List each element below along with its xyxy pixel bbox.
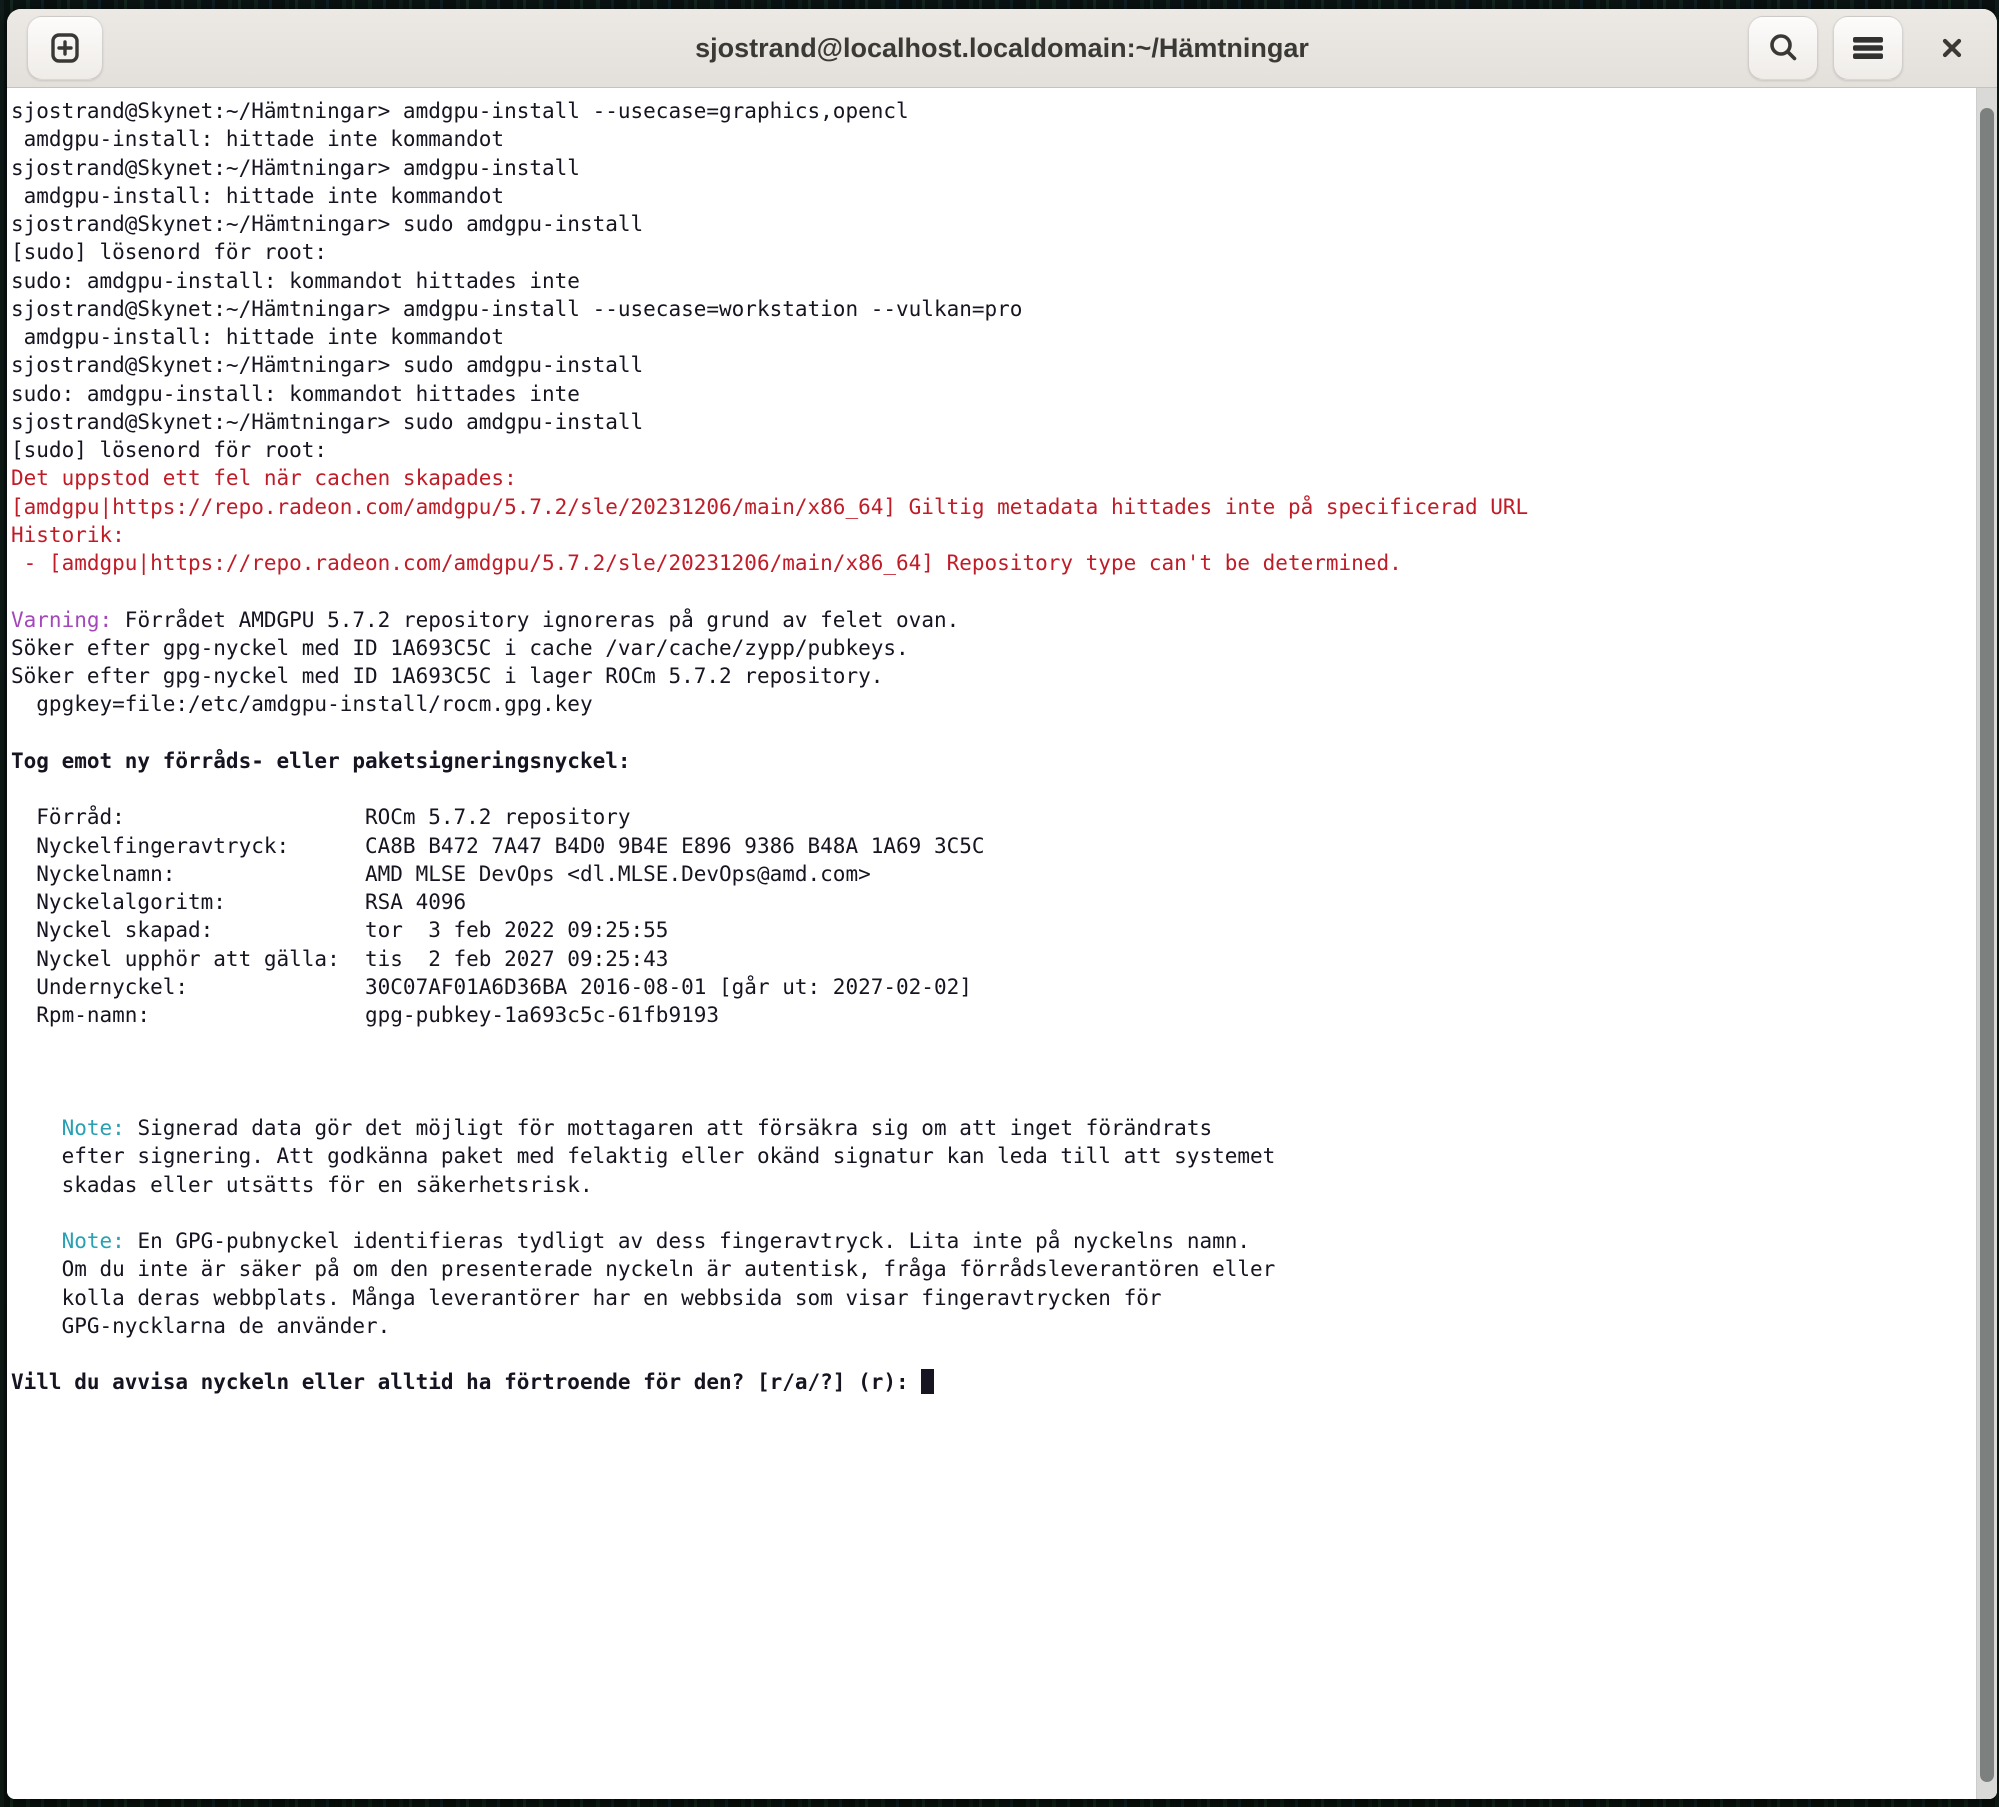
terminal-line (11, 1086, 1967, 1114)
terminal-line (11, 690, 1967, 718)
terminal-line (11, 916, 1967, 944)
terminal-line (11, 493, 1967, 521)
terminal-text-segment: En GPG-pubnyckel identifieras tydligt av dess fingeravtryck. Lita inte på nyckelns namn. (124, 1229, 1251, 1253)
terminal-line (11, 323, 1967, 351)
terminal-text-segment: GPG-nycklarna de använder. (11, 1313, 391, 1338)
terminal-text-segment: Note: (11, 1229, 125, 1253)
terminal-text-segment: Undernyckel: 30C07AF01A6D36BA 2016-08-01 [går ut: 2027-02-02] (11, 974, 972, 999)
terminal-line (11, 888, 1967, 916)
terminal-text-segment: sudo: amdgpu-install: kommandot hittades inte (11, 381, 580, 406)
terminal-text-segment: Vill du avvisa nyckeln eller alltid ha förtroende för den? [r/a/?] (r): (11, 1370, 922, 1395)
terminal-line (11, 238, 1967, 266)
terminal-line (11, 747, 1967, 775)
terminal-text-segment: sjostrand@Skynet:~/Hämtningar> amdgpu-install (11, 155, 580, 180)
terminal-text-segment: Signerad data gör det möjligt för mottagaren att försäkra sig om att inget förändrats (124, 1116, 1213, 1140)
terminal-text-segment: Rpm-namn: gpg-pubkey-1a693c5c-61fb9193 (11, 1003, 720, 1027)
terminal-line (11, 1312, 1967, 1340)
terminal-line (11, 154, 1967, 182)
terminal-text-segment: [amdgpu|https://repo.radeon.com/amdgpu/5.7.2/sle/20231206/main/x86_64] Giltig metadata hittades inte på specificerad URL (11, 494, 1529, 519)
terminal-text-segment: Nyckelalgoritm: RSA 4096 (11, 890, 467, 914)
terminal-line (11, 577, 1967, 605)
terminal-line (11, 606, 1967, 634)
terminal-line (11, 1001, 1967, 1029)
window-title: sjostrand@localhost.localdomain:~/Hämtningar (695, 32, 1309, 63)
terminal-line (11, 945, 1967, 973)
terminal-text-segment: Nyckelnamn: AMD MLSE DevOps <dl.MLSE.DevOps@amd.com> (11, 861, 871, 886)
terminal-line (11, 973, 1967, 1001)
close-button[interactable] (1929, 25, 1975, 71)
terminal-line (11, 1284, 1967, 1312)
terminal-line (11, 267, 1967, 295)
headerbar (7, 9, 1997, 88)
terminal-text-segment: [sudo] lösenord för root: (11, 438, 328, 462)
terminal-line (11, 125, 1967, 153)
terminal-line (11, 662, 1967, 690)
terminal-text-segment: Förrådet AMDGPU 5.7.2 repository ignoreras på grund av felet ovan. (112, 607, 960, 632)
search-icon (1764, 29, 1802, 67)
terminal-line (11, 351, 1967, 379)
terminal-line (11, 210, 1967, 238)
menu-button[interactable] (1833, 16, 1903, 80)
terminal-text-segment: Det uppstod ett fel när cachen skapades: (11, 466, 517, 491)
terminal-text-segment: sjostrand@Skynet:~/Hämtningar> amdgpu-install --usecase=workstation --vulkan=pro (11, 296, 1023, 321)
terminal-line (11, 1255, 1967, 1283)
terminal-line (11, 1227, 1967, 1255)
terminal-text-segment: Nyckelfingeravtryck: CA8B B472 7A47 B4D0 9B4E E896 9386 B48A 1A69 3C5C (11, 833, 985, 858)
terminal-line (11, 775, 1967, 803)
terminal-text-segment: Varning: (11, 607, 113, 632)
terminal-text-segment: amdgpu-install: hittade inte kommandot (11, 183, 505, 208)
terminal-text-segment: Om du inte är säker på om den presenterade nyckeln är autentisk, fråga förrådsleverantören eller (11, 1257, 1276, 1282)
terminal-line (11, 1058, 1967, 1086)
new-tab-button[interactable] (27, 16, 103, 80)
terminal-line (11, 1114, 1967, 1142)
terminal-text-segment: Nyckel upphör att gälla: tis 2 feb 2027 09:25:43 (11, 946, 669, 971)
terminal-text-segment: sjostrand@Skynet:~/Hämtningar> amdgpu-install --usecase=graphics,opencl (11, 99, 909, 123)
terminal-text-segment: efter signering. Att godkänna paket med felaktig eller okänd signatur kan leda till att systemet (11, 1144, 1276, 1169)
terminal-text-segment: gpgkey=file:/etc/amdgpu-install/rocm.gpg.key (11, 692, 593, 717)
terminal-text-segment: Söker efter gpg-nyckel med ID 1A693C5C i cache /var/cache/zypp/pubkeys. (11, 635, 909, 660)
terminal-text-segment: sjostrand@Skynet:~/Hämtningar> sudo amdgpu-install (11, 212, 644, 236)
close-icon (1935, 31, 1969, 65)
terminal-text-segment: sjostrand@Skynet:~/Hämtningar> sudo amdgpu-install (11, 409, 644, 434)
terminal-text-segment: skadas eller utsätts för en säkerhetsrisk. (11, 1172, 593, 1197)
terminal-line (11, 1368, 1967, 1396)
terminal-text-segment: amdgpu-install: hittade inte kommandot (11, 127, 505, 152)
terminal-screen[interactable] (7, 88, 1997, 1799)
terminal-cursor (921, 1369, 934, 1394)
terminal-line (11, 1199, 1967, 1227)
scrollbar-track[interactable] (1976, 88, 1997, 1799)
search-button[interactable] (1748, 16, 1818, 80)
terminal-line (11, 719, 1967, 747)
terminal-text-segment: Förråd: ROCm 5.7.2 repository (11, 805, 631, 830)
terminal-text-segment: kolla deras webbplats. Många leverantörer har en webbsida som visar fingeravtrycken för (11, 1285, 1162, 1310)
terminal-line (11, 860, 1967, 888)
terminal-line (11, 1029, 1967, 1057)
terminal-text-segment: Söker efter gpg-nyckel med ID 1A693C5C i lager ROCm 5.7.2 repository. (11, 664, 884, 688)
terminal-text-segment: amdgpu-install: hittade inte kommandot (11, 325, 505, 349)
terminal-text-segment: sjostrand@Skynet:~/Hämtningar> sudo amdgpu-install (11, 353, 644, 378)
terminal-line (11, 380, 1967, 408)
tab-new-icon (46, 29, 84, 67)
terminal-window (7, 9, 1997, 1799)
terminal-text-segment: Nyckel skapad: tor 3 feb 2022 09:25:55 (11, 918, 669, 943)
terminal-line (11, 634, 1967, 662)
terminal-line (11, 803, 1967, 831)
terminal-output (11, 97, 1967, 1397)
terminal-line (11, 436, 1967, 464)
terminal-line (11, 464, 1967, 492)
terminal-line (11, 182, 1967, 210)
terminal-line (11, 1171, 1967, 1199)
terminal-line (11, 97, 1967, 125)
terminal-text-segment: [sudo] lösenord för root: (11, 240, 328, 265)
terminal-line (11, 521, 1967, 549)
hamburger-menu-icon (1849, 29, 1887, 67)
terminal-text-segment: Tog emot ny förråds- eller paketsigneringsnyckel: (11, 748, 631, 773)
terminal-line (11, 1340, 1967, 1368)
terminal-text-segment: Historik: (11, 522, 125, 547)
scrollbar-thumb[interactable] (1980, 108, 1994, 1782)
terminal-line (11, 832, 1967, 860)
terminal-line (11, 295, 1967, 323)
terminal-text-segment: Note: (11, 1116, 125, 1140)
terminal-line (11, 549, 1967, 577)
terminal-line (11, 1142, 1967, 1170)
terminal-text-segment: - [amdgpu|https://repo.radeon.com/amdgpu/5.7.2/sle/20231206/main/x86_64] Repository type can't be determined. (11, 551, 1402, 575)
terminal-line (11, 408, 1967, 436)
terminal-text-segment: sudo: amdgpu-install: kommandot hittades inte (11, 268, 580, 293)
